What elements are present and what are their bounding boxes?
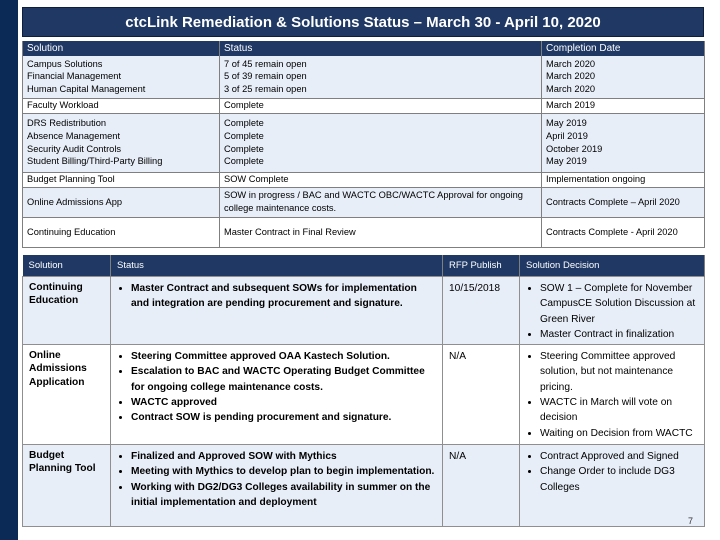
detail-rfp-publish: N/A bbox=[443, 345, 520, 445]
status-group-row bbox=[23, 187, 705, 217]
status-group-row bbox=[23, 56, 705, 98]
detail-solution: Online Admissions Application bbox=[23, 345, 111, 445]
status-status-text: Master Contract in Final Review bbox=[224, 226, 356, 237]
status-status-text: 7 of 45 remain open bbox=[224, 58, 307, 69]
header-solution: Solution bbox=[23, 41, 220, 56]
status-date-text: Contracts Complete - April 2020 bbox=[546, 226, 678, 237]
status-status-text: Complete bbox=[224, 130, 264, 141]
status-solution-text: Budget Planning Tool bbox=[27, 174, 115, 185]
detail-header-status: Status bbox=[111, 255, 443, 277]
detail-header-rfp-publish: RFP Publish bbox=[443, 255, 520, 277]
detail-solution: Budget Planning Tool bbox=[23, 445, 111, 527]
status-solution-text: DRS Redistribution bbox=[27, 118, 107, 129]
detail-solution-decision bbox=[520, 345, 705, 445]
status-solution-text: Online Admissions App bbox=[27, 196, 123, 207]
detail-status bbox=[111, 445, 443, 527]
detail-status bbox=[111, 277, 443, 345]
status-cell-solution bbox=[23, 98, 220, 113]
status-solution-text: Faculty Workload bbox=[27, 100, 99, 111]
status-cell-solution bbox=[23, 56, 220, 98]
detail-rfp-publish: 10/15/2018 bbox=[443, 277, 520, 345]
status-date-text: Implementation ongoing bbox=[546, 174, 646, 185]
detail-solution-decision bbox=[520, 277, 705, 345]
status-bullet: • Steering Committee approved OAA Kastech Solution. bbox=[131, 349, 436, 364]
status-status-text: Complete bbox=[224, 100, 264, 111]
status-date-text: March 2020 bbox=[546, 84, 596, 95]
status-status-text: Complete bbox=[224, 118, 264, 129]
status-bullet: • WACTC approved bbox=[131, 395, 436, 410]
status-cell-status bbox=[220, 98, 542, 113]
detail-table-header bbox=[23, 255, 705, 277]
status-bullet: • Escalation to BAC and WACTC Operating Budget Committee for ongoing college maintenance costs. bbox=[131, 364, 436, 395]
status-group-row bbox=[23, 172, 705, 187]
status-cell-date bbox=[542, 172, 705, 187]
status-cell-status bbox=[220, 172, 542, 187]
status-cell-date bbox=[542, 98, 705, 113]
status-cell-date bbox=[542, 56, 705, 98]
status-bullet: • Contract SOW is pending procurement and signature. bbox=[131, 410, 436, 425]
status-cell-date bbox=[542, 113, 705, 172]
status-cell-date bbox=[542, 187, 705, 217]
detail-row bbox=[23, 445, 705, 527]
header-status: Status bbox=[220, 41, 542, 56]
status-cell-status bbox=[220, 113, 542, 172]
status-date-text: March 2020 bbox=[546, 58, 596, 69]
status-status-text: Complete bbox=[224, 143, 264, 154]
status-date-text: October 2019 bbox=[546, 143, 603, 154]
status-cell-solution bbox=[23, 172, 220, 187]
status-status-text: 5 of 39 remain open bbox=[224, 71, 307, 82]
status-cell-status bbox=[220, 217, 542, 247]
status-date-text: April 2019 bbox=[546, 130, 588, 141]
status-solution-text: Campus Solutions bbox=[27, 58, 103, 69]
decision-bullet: • Change Order to include DG3 Colleges bbox=[540, 464, 698, 495]
status-date-text: May 2019 bbox=[546, 118, 587, 129]
detail-row bbox=[23, 345, 705, 445]
status-bullet: • Meeting with Mythics to develop plan to begin implementation. bbox=[131, 464, 436, 479]
status-solution-text: Human Capital Management bbox=[27, 84, 146, 95]
status-table-header bbox=[23, 41, 705, 56]
status-solution-text: Student Billing/Third-Party Billing bbox=[27, 156, 163, 167]
status-solution-text: Financial Management bbox=[27, 71, 122, 82]
detail-header-solution: Solution bbox=[23, 255, 111, 277]
detail-rfp-publish: N/A bbox=[443, 445, 520, 527]
status-bullet: • Master Contract and subsequent SOWs for implementation and integration are pending procurement and signature. bbox=[131, 281, 436, 312]
left-accent-bar bbox=[0, 0, 18, 540]
detail-solution-decision bbox=[520, 445, 705, 527]
status-solution-text: Security Audit Controls bbox=[27, 143, 122, 154]
status-cell-status bbox=[220, 187, 542, 217]
detail-table bbox=[22, 255, 705, 527]
status-cell-status bbox=[220, 56, 542, 98]
status-status-text: SOW in progress / BAC and WACTC OBC/WACTC Approval for ongoing college maintenance costs. bbox=[224, 190, 523, 213]
status-cell-solution bbox=[23, 187, 220, 217]
decision-bullet: • Contract Approved and Signed bbox=[540, 449, 698, 464]
status-table bbox=[22, 41, 705, 248]
detail-status bbox=[111, 345, 443, 445]
status-group-row bbox=[23, 98, 705, 113]
decision-bullet: • WACTC in March will vote on decision bbox=[540, 395, 698, 426]
status-cell-solution bbox=[23, 113, 220, 172]
status-bullet: • Finalized and Approved SOW with Mythics bbox=[131, 449, 436, 464]
decision-bullet: • SOW 1 – Complete for November CampusCE Solution Discussion at Green River bbox=[540, 281, 698, 327]
status-bullet: • Working with DG2/DG3 Colleges availability in summer on the initial implementation and deployment bbox=[131, 480, 436, 511]
status-date-text: May 2019 bbox=[546, 156, 587, 167]
page-number: 7 bbox=[688, 516, 694, 526]
page-title: ctcLink Remediation & Solutions Status – March 30 - April 10, 2020 bbox=[22, 7, 704, 37]
status-status-text: 3 of 25 remain open bbox=[224, 84, 307, 95]
status-solution-text: Absence Management bbox=[27, 130, 121, 141]
detail-solution: Continuing Education bbox=[23, 277, 111, 345]
header-completion-date: Completion Date bbox=[542, 41, 705, 56]
detail-header-solution-decision: Solution Decision bbox=[520, 255, 705, 277]
status-status-text: SOW Complete bbox=[224, 174, 289, 185]
status-cell-solution bbox=[23, 217, 220, 247]
decision-bullet: • Waiting on Decision from WACTC bbox=[540, 426, 698, 441]
status-date-text: March 2020 bbox=[546, 71, 596, 82]
decision-bullet: • Steering Committee approved solution, but not maintenance pricing. bbox=[540, 349, 698, 395]
detail-row bbox=[23, 277, 705, 345]
status-cell-date bbox=[542, 217, 705, 247]
status-status-text: Complete bbox=[224, 156, 264, 167]
status-group-row bbox=[23, 113, 705, 172]
status-group-row bbox=[23, 217, 705, 247]
decision-bullet: • Master Contract in finalization bbox=[540, 327, 698, 342]
status-date-text: March 2019 bbox=[546, 100, 596, 111]
status-solution-text: Continuing Education bbox=[27, 226, 116, 237]
status-date-text: Contracts Complete – April 2020 bbox=[546, 196, 680, 207]
